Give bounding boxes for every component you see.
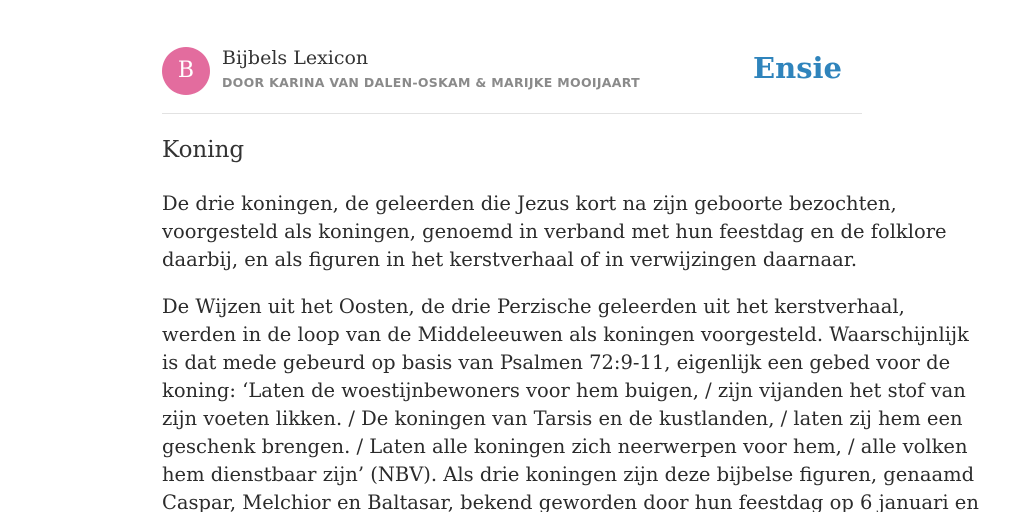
paragraph-line: daarbij, en als figuren in het kerstverhaal of in verwijzingen daarnaar.: [162, 248, 858, 271]
paragraph-line: werden in de loop van de Middeleeuwen als koningen voorgesteld. Waarschijnlijk: [162, 323, 969, 346]
paragraph-line: hem dienstbaar zijn’ (NBV). Als drie koningen zijn deze bijbelse figuren, genaamd: [162, 463, 975, 486]
lexicon-title[interactable]: Bijbels Lexicon: [222, 47, 369, 69]
paragraph-line: zijn voeten likken. / De koningen van Tarsis en de kustlanden, / laten zij hem een: [162, 407, 963, 430]
avatar[interactable]: B: [162, 47, 210, 95]
paragraph-2: [162, 293, 979, 512]
paragraph-line: voorgesteld als koningen, genoemd in verband met hun feestdag en de folklore: [162, 220, 947, 243]
entry-content: [162, 190, 979, 512]
paragraph-line: koning: ‘Laten de woestijnbewoners voor hem buigen, / zijn vijanden het stof van: [162, 379, 966, 402]
paragraph-line: De Wijzen uit het Oosten, de drie Perzische geleerden uit het kerstverhaal,: [162, 295, 905, 318]
paragraph-line: is dat mede gebeurd op basis van Psalmen 72:9-11, eigenlijk een gebed voor de: [162, 351, 951, 374]
header-divider: [162, 113, 862, 114]
paragraph-line: geschenk brengen. / Laten alle koningen zich neerwerpen voor hem, / alle volken: [162, 435, 968, 458]
ensie-logo-link[interactable]: Ensie: [753, 51, 842, 85]
header: [162, 47, 862, 95]
paragraph-line: De drie koningen, de geleerden die Jezus kort na zijn geboorte bezochten,: [162, 192, 897, 215]
authors-byline[interactable]: DOOR KARINA VAN DALEN-OSKAM & MARIJKE MOOIJAART: [222, 75, 640, 90]
paragraph-line: Caspar, Melchior en Baltasar, bekend geworden door hun feestdag op 6 januari en: [162, 491, 979, 512]
entry-title: Koning: [162, 137, 245, 163]
paragraph-1: [162, 190, 947, 274]
